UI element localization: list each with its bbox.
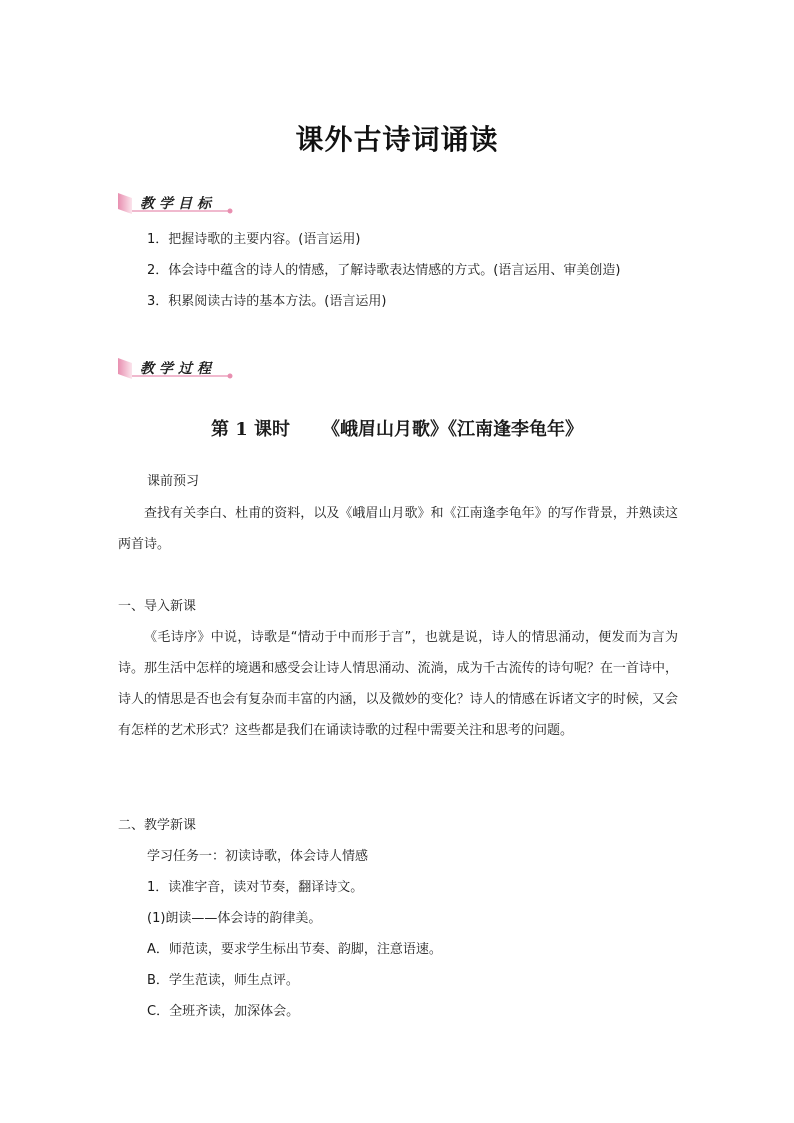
section-tag-process	[118, 357, 238, 381]
intro-heading: 一、导入新课	[118, 599, 197, 614]
preview-heading: 课前预习	[147, 474, 200, 489]
lesson-title	[0, 415, 794, 441]
task-heading: 学习任务一：初读诗歌，体会诗人情感	[147, 849, 369, 864]
section-tag-goals	[118, 192, 238, 216]
lesson-poems: 《峨眉山月歌》《江南逢李龟年》	[322, 419, 584, 440]
section-tag-label: 教学目标	[140, 196, 216, 212]
list-item: B．学生范读，师生点评。	[147, 973, 299, 988]
list-item: 1．读准字音，读对节奏，翻译诗文。	[147, 880, 364, 895]
list-item: A．师范读，要求学生标出节奏、韵脚，注意语速。	[147, 942, 442, 957]
page-title: 课外古诗词诵读	[295, 123, 499, 156]
section-tag-label: 教学过程	[140, 361, 216, 377]
goal-item: 1．把握诗歌的主要内容。(语言运用)	[147, 232, 361, 247]
list-item: C．全班齐读，加深体会。	[147, 1004, 300, 1019]
goal-item: 3．积累阅读古诗的基本方法。(语言运用)	[147, 294, 387, 309]
goal-item: 2．体会诗中蕴含的诗人的情感，了解诗歌表达情感的方式。(语言运用、审美创造)	[147, 263, 621, 278]
teach-heading: 二、教学新课	[118, 818, 197, 833]
preview-text: 查找有关李白、杜甫的资料，以及《峨眉山月歌》和《江南逢李龟年》的写作背景，并熟读这两首诗。	[118, 506, 678, 552]
intro-text: 《毛诗序》中说，诗歌是“情动于中而形于言”，也就是说，诗人的情思涌动，便发而为言为诗。那生活中怎样的境遇和感受会让诗人情思涌动、流淌，成为千古流传的诗句呢？在一首诗中，诗人的情思是否也会有复杂而丰富的内涵，以及微妙的变化？诗人的情感在诉诸文字的时候，又会有怎样的艺术形式？这些都是我们在诵读诗歌的过程中需要关注和思考的问题。	[118, 630, 678, 738]
list-item: (1)朗读——体会诗的韵律美。	[147, 911, 322, 926]
lesson-period: 第 1 课时	[210, 419, 291, 440]
